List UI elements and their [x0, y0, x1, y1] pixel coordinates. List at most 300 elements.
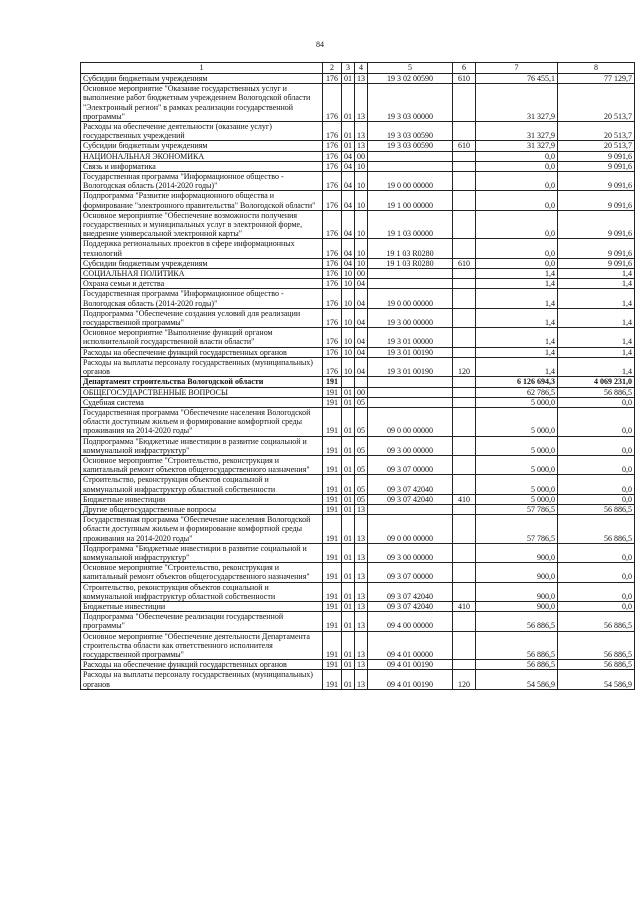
row-target-article: 19 3 01 00000: [368, 328, 453, 347]
row-ministry-code: 191: [323, 631, 342, 660]
row-expense-type: [453, 397, 476, 407]
row-expense-type: [453, 436, 476, 455]
row-target-article: 09 3 00 00000: [368, 543, 453, 562]
row-ministry-code: 176: [323, 141, 342, 151]
row-amount-year-1: 1,4: [476, 328, 558, 347]
row-amount-year-1: 56 886,5: [476, 631, 558, 660]
table-row: [81, 563, 635, 582]
row-expense-type: [453, 377, 476, 387]
row-name: Охрана семьи и детства: [81, 279, 323, 289]
row-amount-year-2: 1,4: [558, 289, 635, 308]
row-amount-year-1: 31 327,9: [476, 122, 558, 141]
row-target-article: 19 3 03 00590: [368, 141, 453, 151]
table-row: [81, 543, 635, 562]
row-section-code: 01: [342, 515, 355, 544]
row-section-code: 01: [342, 84, 355, 122]
row-amount-year-2: 9 091,6: [558, 239, 635, 258]
row-subsection-code: 04: [355, 347, 368, 357]
row-target-article: 19 3 01 00190: [368, 357, 453, 376]
row-section-code: 04: [342, 191, 355, 210]
row-section-code: 01: [342, 563, 355, 582]
row-expense-type: [453, 122, 476, 141]
row-subsection-code: 05: [355, 494, 368, 504]
table-row: [81, 504, 635, 514]
row-target-article: 09 3 07 00000: [368, 455, 453, 474]
header-cell-2: 2: [323, 63, 342, 74]
row-ministry-code: 191: [323, 660, 342, 670]
table-row: [81, 494, 635, 504]
row-amount-year-1: 5 000,0: [476, 407, 558, 436]
row-subsection-code: 05: [355, 407, 368, 436]
table-row: [81, 289, 635, 308]
row-target-article: 09 3 00 00000: [368, 436, 453, 455]
row-subsection-code: 10: [355, 258, 368, 268]
row-ministry-code: 176: [323, 289, 342, 308]
row-section-code: 01: [342, 397, 355, 407]
row-amount-year-1: 900,0: [476, 601, 558, 611]
row-subsection-code: 04: [355, 328, 368, 347]
row-target-article: [368, 151, 453, 161]
row-ministry-code: 176: [323, 347, 342, 357]
row-ministry-code: 176: [323, 239, 342, 258]
row-amount-year-1: 0,0: [476, 151, 558, 161]
row-section-code: 01: [342, 660, 355, 670]
row-expense-type: [453, 308, 476, 327]
row-name: Подпрограмма "Развитие информационного общества и формирование "электронного правительства" Вологодской области": [81, 191, 323, 210]
row-expense-type: [453, 279, 476, 289]
row-name: Основное мероприятие "Строительство, реконструкция и капитальный ремонт объектов общегосударственного назначения": [81, 455, 323, 474]
row-section-code: 01: [342, 436, 355, 455]
row-ministry-code: 191: [323, 670, 342, 689]
row-amount-year-1: 6 126 694,3: [476, 377, 558, 387]
row-subsection-code: 13: [355, 543, 368, 562]
row-target-article: 09 4 00 00000: [368, 612, 453, 631]
row-section-code: 01: [342, 475, 355, 494]
row-target-article: 19 3 03 00590: [368, 122, 453, 141]
row-subsection-code: 00: [355, 387, 368, 397]
row-expense-type: [453, 543, 476, 562]
row-amount-year-1: 5 000,0: [476, 475, 558, 494]
row-target-article: 19 3 02 00590: [368, 74, 453, 84]
row-amount-year-2: 9 091,6: [558, 210, 635, 239]
row-ministry-code: 176: [323, 84, 342, 122]
row-amount-year-2: 1,4: [558, 269, 635, 279]
row-name: Расходы на обеспечение функций государственных органов: [81, 660, 323, 670]
row-target-article: 09 4 01 00000: [368, 631, 453, 660]
row-subsection-code: 10: [355, 172, 368, 191]
row-ministry-code: 191: [323, 515, 342, 544]
table-row: [81, 74, 635, 84]
row-name: СОЦИАЛЬНАЯ ПОЛИТИКА: [81, 269, 323, 279]
row-section-code: 10: [342, 328, 355, 347]
table-row: [81, 269, 635, 279]
row-amount-year-1: 0,0: [476, 161, 558, 171]
row-target-article: 09 3 07 00000: [368, 563, 453, 582]
row-expense-type: [453, 328, 476, 347]
row-ministry-code: 191: [323, 563, 342, 582]
row-section-code: 01: [342, 407, 355, 436]
row-section-code: 01: [342, 601, 355, 611]
table-row: [81, 141, 635, 151]
table-row: [81, 347, 635, 357]
row-subsection-code: 13: [355, 601, 368, 611]
row-subsection-code: 05: [355, 455, 368, 474]
row-target-article: [368, 377, 453, 387]
row-amount-year-1: 31 327,9: [476, 84, 558, 122]
row-ministry-code: 191: [323, 455, 342, 474]
row-subsection-code: 10: [355, 210, 368, 239]
row-amount-year-2: 9 091,6: [558, 161, 635, 171]
row-section-code: 04: [342, 258, 355, 268]
row-amount-year-1: 57 786,5: [476, 515, 558, 544]
row-amount-year-1: 54 586,9: [476, 670, 558, 689]
row-expense-type: 610: [453, 74, 476, 84]
row-amount-year-1: 5 000,0: [476, 397, 558, 407]
row-section-code: 01: [342, 670, 355, 689]
row-amount-year-1: 56 886,5: [476, 612, 558, 631]
row-expense-type: [453, 582, 476, 601]
row-name: Строительство, реконструкция объектов социальной и коммунальной инфраструктур областной собственности: [81, 475, 323, 494]
row-amount-year-2: 56 886,5: [558, 660, 635, 670]
row-expense-type: [453, 161, 476, 171]
row-ministry-code: 176: [323, 172, 342, 191]
row-section-code: 01: [342, 122, 355, 141]
table-row: [81, 397, 635, 407]
table-row: [81, 161, 635, 171]
row-target-article: 19 3 01 00190: [368, 347, 453, 357]
row-amount-year-2: 9 091,6: [558, 172, 635, 191]
row-subsection-code: 00: [355, 151, 368, 161]
row-name: Государственная программа "Информационное общество - Вологодская область (2014-2020 годы)": [81, 289, 323, 308]
row-ministry-code: 191: [323, 494, 342, 504]
row-subsection-code: 13: [355, 660, 368, 670]
page-number: 84: [316, 40, 324, 49]
row-name: Основное мероприятие "Обеспечение деятельности Департамента строительства области как ответственного исполнителя государственной программы": [81, 631, 323, 660]
table-row: [81, 377, 635, 387]
row-amount-year-1: 5 000,0: [476, 494, 558, 504]
row-subsection-code: 13: [355, 122, 368, 141]
row-target-article: [368, 397, 453, 407]
row-target-article: [368, 387, 453, 397]
row-section-code: 04: [342, 151, 355, 161]
row-subsection-code: 13: [355, 74, 368, 84]
row-section-code: 01: [342, 582, 355, 601]
table-row: [81, 357, 635, 376]
row-section-code: 10: [342, 308, 355, 327]
row-amount-year-2: 1,4: [558, 279, 635, 289]
table-row: [81, 239, 635, 258]
row-ministry-code: 176: [323, 210, 342, 239]
row-amount-year-2: 1,4: [558, 347, 635, 357]
row-ministry-code: 191: [323, 612, 342, 631]
table-row: [81, 436, 635, 455]
row-expense-type: [453, 84, 476, 122]
row-expense-type: 410: [453, 494, 476, 504]
row-amount-year-2: 0,0: [558, 601, 635, 611]
row-subsection-code: 13: [355, 582, 368, 601]
row-expense-type: [453, 515, 476, 544]
row-amount-year-2: 0,0: [558, 543, 635, 562]
row-ministry-code: 176: [323, 258, 342, 268]
row-expense-type: [453, 210, 476, 239]
row-name: Подпрограмма "Бюджетные инвестиции в развитие социальной и коммунальной инфраструктур": [81, 436, 323, 455]
row-amount-year-1: 1,4: [476, 347, 558, 357]
row-amount-year-1: 0,0: [476, 172, 558, 191]
row-ministry-code: 176: [323, 151, 342, 161]
row-target-article: 09 3 07 42040: [368, 494, 453, 504]
row-name: Расходы на обеспечение функций государственных органов: [81, 347, 323, 357]
row-name: Основное мероприятие "Оказание государственных услуг и выполнение работ бюджетным учреждением Вологодской области "Электронный регион" в рамках реализации государственной программы": [81, 84, 323, 122]
row-ministry-code: 191: [323, 601, 342, 611]
row-section-code: 01: [342, 631, 355, 660]
row-target-article: 19 1 00 00000: [368, 191, 453, 210]
row-ministry-code: 191: [323, 397, 342, 407]
row-target-article: 09 3 07 42040: [368, 582, 453, 601]
table-row: [81, 601, 635, 611]
row-name: Расходы на обеспечение деятельности (оказание услуг) государственных учреждений: [81, 122, 323, 141]
row-ministry-code: 176: [323, 191, 342, 210]
row-amount-year-1: 1,4: [476, 279, 558, 289]
table-row: [81, 122, 635, 141]
row-amount-year-2: 20 513,7: [558, 122, 635, 141]
header-cell-7: 7: [476, 63, 558, 74]
row-amount-year-1: 0,0: [476, 258, 558, 268]
row-amount-year-1: 1,4: [476, 308, 558, 327]
row-amount-year-1: 900,0: [476, 543, 558, 562]
row-target-article: 09 0 00 00000: [368, 515, 453, 544]
row-target-article: 09 3 07 42040: [368, 475, 453, 494]
row-name: Субсидии бюджетным учреждениям: [81, 258, 323, 268]
row-ministry-code: 176: [323, 279, 342, 289]
row-name: Государственная программа "Обеспечение населения Вологодской области доступным жильем и формирование комфортной среды проживания на 2014-2020 годы": [81, 515, 323, 544]
row-target-article: 09 3 07 42040: [368, 601, 453, 611]
row-target-article: 19 1 03 00000: [368, 210, 453, 239]
row-expense-type: [453, 172, 476, 191]
row-ministry-code: 191: [323, 475, 342, 494]
row-ministry-code: 191: [323, 387, 342, 397]
row-expense-type: [453, 387, 476, 397]
row-subsection-code: 10: [355, 191, 368, 210]
row-name: НАЦИОНАЛЬНАЯ ЭКОНОМИКА: [81, 151, 323, 161]
row-target-article: 19 0 00 00000: [368, 289, 453, 308]
row-subsection-code: 04: [355, 357, 368, 376]
row-name: Основное мероприятие "Строительство, реконструкция и капитальный ремонт объектов общегосударственного назначения": [81, 563, 323, 582]
table-row: [81, 387, 635, 397]
table-row: [81, 328, 635, 347]
column-number-header-row: [81, 63, 635, 74]
row-expense-type: [453, 563, 476, 582]
row-amount-year-1: 0,0: [476, 210, 558, 239]
row-name: Другие общегосударственные вопросы: [81, 504, 323, 514]
row-subsection-code: 04: [355, 308, 368, 327]
row-section-code: 04: [342, 172, 355, 191]
table-row: [81, 151, 635, 161]
header-cell-3: 3: [342, 63, 355, 74]
row-amount-year-1: 62 786,5: [476, 387, 558, 397]
row-target-article: 19 1 03 R0280: [368, 239, 453, 258]
table-row: [81, 475, 635, 494]
row-subsection-code: 13: [355, 515, 368, 544]
row-amount-year-2: 4 069 231,0: [558, 377, 635, 387]
row-amount-year-1: 1,4: [476, 357, 558, 376]
row-amount-year-2: 56 886,5: [558, 612, 635, 631]
row-section-code: 01: [342, 612, 355, 631]
row-target-article: 09 4 01 00190: [368, 670, 453, 689]
row-amount-year-2: 0,0: [558, 436, 635, 455]
row-ministry-code: 191: [323, 543, 342, 562]
row-expense-type: 120: [453, 670, 476, 689]
row-ministry-code: 176: [323, 308, 342, 327]
budget-table-body: [81, 63, 635, 690]
row-expense-type: [453, 407, 476, 436]
row-name: Бюджетные инвестиции: [81, 494, 323, 504]
table-row: [81, 455, 635, 474]
row-amount-year-1: 5 000,0: [476, 436, 558, 455]
row-subsection-code: 13: [355, 504, 368, 514]
row-name: Подпрограмма "Бюджетные инвестиции в развитие социальной и коммунальной инфраструктур": [81, 543, 323, 562]
row-subsection-code: 13: [355, 563, 368, 582]
row-amount-year-2: 1,4: [558, 308, 635, 327]
row-expense-type: [453, 660, 476, 670]
row-amount-year-2: 0,0: [558, 494, 635, 504]
row-expense-type: [453, 239, 476, 258]
row-section-code: 01: [342, 74, 355, 84]
row-target-article: 09 0 00 00000: [368, 407, 453, 436]
row-name: Подпрограмма "Обеспечение реализации государственной программы": [81, 612, 323, 631]
table-row: [81, 515, 635, 544]
header-cell-5: 5: [368, 63, 453, 74]
row-ministry-code: 191: [323, 377, 342, 387]
row-amount-year-1: 0,0: [476, 191, 558, 210]
table-row: [81, 660, 635, 670]
row-section-code: 10: [342, 347, 355, 357]
row-subsection-code: 10: [355, 161, 368, 171]
row-subsection-code: 05: [355, 397, 368, 407]
row-section-code: 10: [342, 279, 355, 289]
row-ministry-code: 176: [323, 74, 342, 84]
row-amount-year-2: 9 091,6: [558, 258, 635, 268]
row-amount-year-1: 900,0: [476, 563, 558, 582]
table-row: [81, 407, 635, 436]
row-amount-year-1: 5 000,0: [476, 455, 558, 474]
row-expense-type: [453, 631, 476, 660]
row-expense-type: [453, 475, 476, 494]
row-name: Расходы на выплаты персоналу государственных (муниципальных) органов: [81, 357, 323, 376]
row-expense-type: [453, 455, 476, 474]
row-amount-year-2: 0,0: [558, 582, 635, 601]
row-amount-year-2: 20 513,7: [558, 84, 635, 122]
row-target-article: 19 1 03 R0280: [368, 258, 453, 268]
row-expense-type: [453, 191, 476, 210]
row-amount-year-1: 76 455,1: [476, 74, 558, 84]
row-subsection-code: 13: [355, 631, 368, 660]
row-ministry-code: 191: [323, 504, 342, 514]
row-ministry-code: 176: [323, 161, 342, 171]
row-amount-year-2: 56 886,5: [558, 387, 635, 397]
row-amount-year-2: 0,0: [558, 475, 635, 494]
row-section-code: 01: [342, 387, 355, 397]
header-cell-1: 1: [81, 63, 323, 74]
row-expense-type: 610: [453, 258, 476, 268]
row-amount-year-1: 1,4: [476, 269, 558, 279]
row-ministry-code: 176: [323, 269, 342, 279]
row-amount-year-1: 1,4: [476, 289, 558, 308]
row-name: Государственная программа "Обеспечение населения Вологодской области доступным жильем и формирование комфортной среды проживания на 2014-2020 годы": [81, 407, 323, 436]
row-section-code: 04: [342, 161, 355, 171]
row-expense-type: [453, 612, 476, 631]
table-row: [81, 670, 635, 689]
row-section-code: 01: [342, 455, 355, 474]
row-target-article: [368, 279, 453, 289]
row-target-article: 19 0 00 00000: [368, 172, 453, 191]
row-subsection-code: 04: [355, 289, 368, 308]
row-amount-year-2: 56 886,5: [558, 504, 635, 514]
row-amount-year-2: 0,0: [558, 563, 635, 582]
table-row: [81, 191, 635, 210]
table-row: [81, 210, 635, 239]
row-amount-year-2: 1,4: [558, 328, 635, 347]
table-row: [81, 172, 635, 191]
row-subsection-code: 05: [355, 436, 368, 455]
row-ministry-code: 176: [323, 357, 342, 376]
row-name: Бюджетные инвестиции: [81, 601, 323, 611]
row-expense-type: [453, 151, 476, 161]
row-target-article: [368, 504, 453, 514]
row-section-code: 10: [342, 289, 355, 308]
row-subsection-code: 10: [355, 239, 368, 258]
table-row: [81, 84, 635, 122]
row-subsection-code: 04: [355, 279, 368, 289]
row-section-code: 01: [342, 504, 355, 514]
budget-table: [80, 62, 635, 690]
row-name: Судебная система: [81, 397, 323, 407]
row-amount-year-2: 0,0: [558, 407, 635, 436]
row-subsection-code: 13: [355, 612, 368, 631]
header-cell-8: 8: [558, 63, 635, 74]
table-row: [81, 258, 635, 268]
row-subsection-code: 13: [355, 670, 368, 689]
row-subsection-code: [355, 377, 368, 387]
row-section-code: 10: [342, 357, 355, 376]
row-ministry-code: 176: [323, 122, 342, 141]
row-name: Департамент строительства Вологодской области: [81, 377, 323, 387]
row-section-code: 04: [342, 239, 355, 258]
row-name: Основное мероприятие "Обеспечение возможности получения государственных и муниципальных услуг в электронной форме, внедрение универсальной электронной карты": [81, 210, 323, 239]
row-amount-year-2: 56 886,5: [558, 515, 635, 544]
row-target-article: [368, 269, 453, 279]
row-amount-year-2: 20 513,7: [558, 141, 635, 151]
row-name: Субсидии бюджетным учреждениям: [81, 141, 323, 151]
row-amount-year-2: 0,0: [558, 397, 635, 407]
table-row: [81, 631, 635, 660]
row-amount-year-1: 0,0: [476, 239, 558, 258]
row-target-article: 19 3 00 00000: [368, 308, 453, 327]
row-amount-year-2: 56 886,5: [558, 631, 635, 660]
row-amount-year-1: 31 327,9: [476, 141, 558, 151]
row-section-code: 04: [342, 210, 355, 239]
row-amount-year-2: 0,0: [558, 455, 635, 474]
row-expense-type: [453, 269, 476, 279]
row-expense-type: [453, 289, 476, 308]
row-section-code: [342, 377, 355, 387]
row-ministry-code: 191: [323, 436, 342, 455]
row-expense-type: 120: [453, 357, 476, 376]
row-subsection-code: 00: [355, 269, 368, 279]
row-section-code: 01: [342, 141, 355, 151]
row-target-article: 09 4 01 00190: [368, 660, 453, 670]
row-name: Связь и информатика: [81, 161, 323, 171]
row-subsection-code: 13: [355, 84, 368, 122]
